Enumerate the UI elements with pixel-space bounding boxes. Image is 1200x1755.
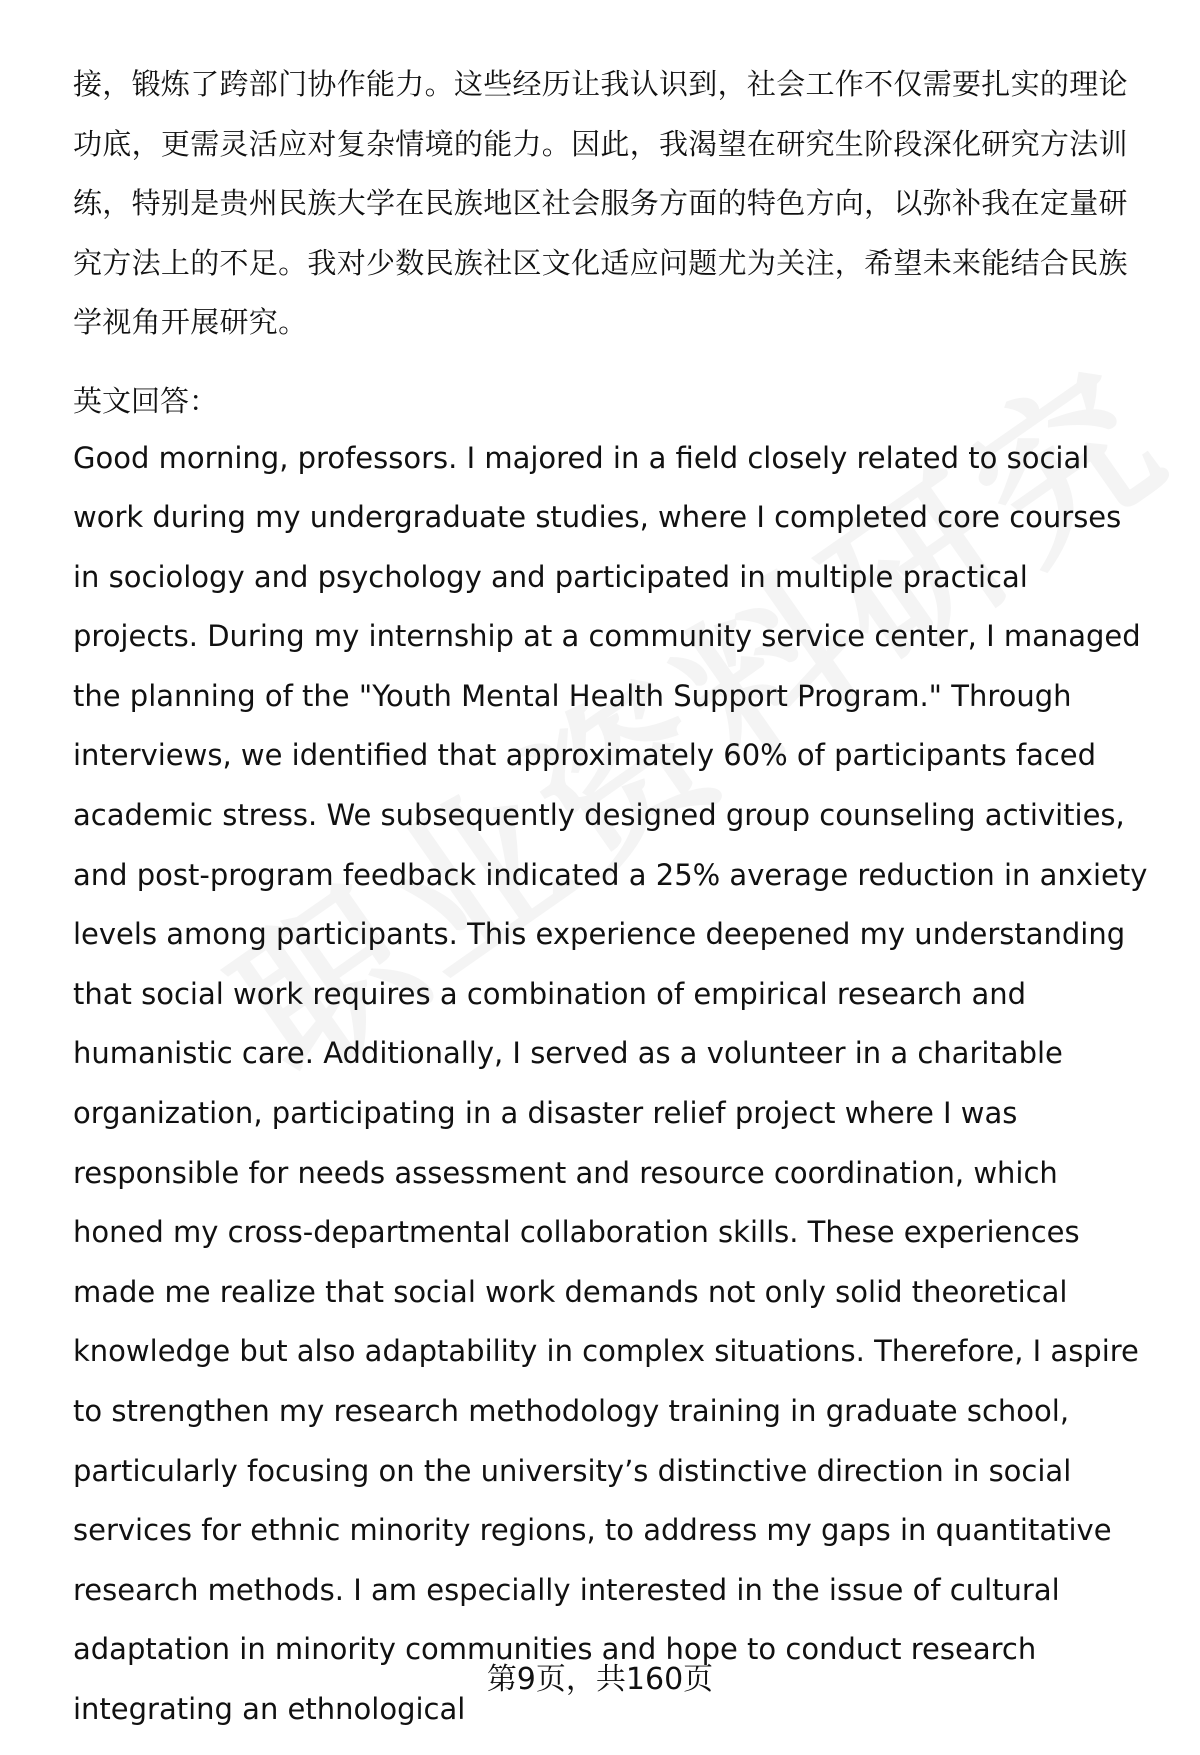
english-answer-label: 英文回答： bbox=[73, 383, 219, 418]
page-content bbox=[73, 55, 1153, 1740]
chinese-answer-paragraph: 接，锻炼了跨部门协作能力。这些经历让我认识到，社会工作不仅需要扎实的理论功底，更需灵活应对复杂情境的能力。因此，我渴望在研究生阶段深化研究方法训练，特别是贵州民族大学在民族地区社会服务方面的特色方向，以弥补我在定量研究方法上的不足。我对少数民族社区文化适应问题尤为关注，希望未来能结合民族学视角开展研究。 bbox=[73, 67, 1128, 339]
english-answer-paragraph: Good morning, professors. I majored in a field closely related to social work during my undergraduate studies, where I completed core courses in sociology and psychology and participated in multiple practical projects. During my internship at a community service center, I managed the planning of the "Youth Mental Health Support Program." Through interviews, we identified that approximately 60% of participants faced academic stress. We subsequently designed group counseling activities, and post-program feedback indicated a 25% average reduction in anxiety levels among participants. This experience deepened my understanding that social work requires a combination of empirical research and humanistic care. Additionally, I served as a volunteer in a charitable organization, participating in a disaster relief project where I was responsible for needs assessment and resource coordination, which honed my cross-departmental collaboration skills. These experiences made me realize that social work demands not only solid theoretical knowledge but also adaptability in complex situations. Therefore, I aspire to strengthen my research methodology training in graduate school, particularly focusing on the university’s distinctive direction in social services for ethnic minority regions, to address my gaps in quantitative research methods. I am especially interested in the issue of cultural adaptation in minority communities and hope to conduct research integrating an ethnological bbox=[73, 440, 1148, 1726]
page-number-footer: 第9页，共160页 bbox=[486, 1662, 714, 1697]
